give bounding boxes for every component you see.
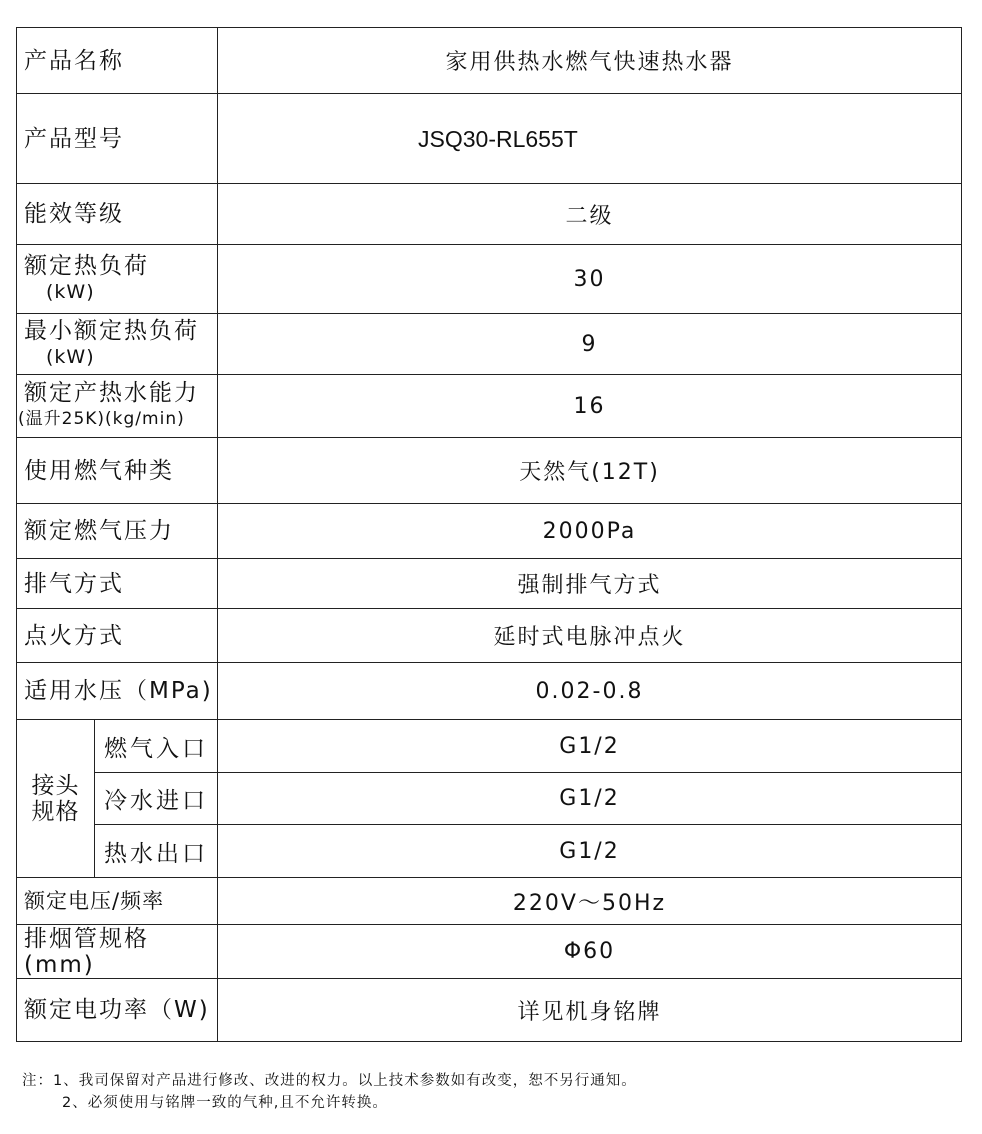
connector-group-label — [17, 720, 95, 878]
row-value: 16 — [218, 375, 962, 438]
row-label: 额定燃气压力 — [17, 504, 218, 559]
row-label: 额定产热水能力 — [24, 380, 199, 406]
connector-value: G1/2 — [218, 773, 962, 825]
table-row — [17, 438, 962, 504]
row-label: 使用燃气种类 — [17, 438, 218, 504]
connector-group-line2: 规格 — [31, 798, 80, 825]
table-row — [17, 925, 962, 979]
row-label: 最小额定热负荷 — [24, 318, 199, 344]
connector-label: 热水出口 — [95, 825, 218, 878]
row-label: 额定热负荷 — [24, 253, 149, 279]
table-row — [17, 773, 962, 825]
row-label: 点火方式 — [17, 609, 218, 663]
row-unit: (kW) — [46, 281, 95, 303]
table-row — [17, 720, 962, 773]
row-value: 家用供热水燃气快速热水器 — [218, 28, 962, 94]
connector-label: 燃气入口 — [95, 720, 218, 773]
row-label-cell — [17, 314, 218, 375]
connector-label: 冷水进口 — [95, 773, 218, 825]
connector-group-line1: 接头 — [31, 772, 80, 799]
table-row — [17, 609, 962, 663]
row-label: 适用水压（MPa) — [17, 663, 218, 720]
row-label-cell — [17, 375, 218, 438]
table-row — [17, 825, 962, 878]
table-row — [17, 504, 962, 559]
row-unit: (温升25K)(kg/min) — [18, 409, 185, 429]
footnotes — [22, 1070, 637, 1114]
row-label: 额定电功率（W) — [17, 979, 218, 1042]
row-value: 0.02-0.8 — [218, 663, 962, 720]
spec-table — [16, 27, 962, 1042]
row-value: 220V～50Hz — [218, 878, 962, 925]
table-row — [17, 375, 962, 438]
row-label-cell — [17, 245, 218, 314]
row-label: 能效等级 — [17, 184, 218, 245]
row-value: 强制排气方式 — [218, 559, 962, 609]
footnote-2: 2、必须使用与铭牌一致的气种,且不允许转换。 — [62, 1095, 388, 1111]
row-label: 排烟管规格(mm) — [17, 925, 218, 979]
table-row — [17, 245, 962, 314]
table-row — [17, 559, 962, 609]
footnote-1: 注：1、我司保留对产品进行修改、改进的权力。以上技术参数如有改变，恕不另行通知。 — [22, 1073, 637, 1089]
table-row — [17, 28, 962, 94]
table-row — [17, 979, 962, 1042]
row-value: 2000Pa — [218, 504, 962, 559]
row-value: JSQ30-RL655T — [218, 94, 962, 184]
connector-value: G1/2 — [218, 825, 962, 878]
row-value: 天然气(12T) — [218, 438, 962, 504]
row-value: 延时式电脉冲点火 — [218, 609, 962, 663]
row-label: 排气方式 — [17, 559, 218, 609]
table-row — [17, 94, 962, 184]
row-value: 30 — [218, 245, 962, 314]
row-label: 产品名称 — [17, 28, 218, 94]
row-value: 二级 — [218, 184, 962, 245]
table-row — [17, 314, 962, 375]
table-row — [17, 878, 962, 925]
row-value: Φ60 — [218, 925, 962, 979]
table-row — [17, 184, 962, 245]
row-unit: (kW) — [46, 346, 95, 368]
connector-value: G1/2 — [218, 720, 962, 773]
row-value: 9 — [218, 314, 962, 375]
row-value: 详见机身铭牌 — [218, 979, 962, 1042]
table-row — [17, 663, 962, 720]
row-label: 产品型号 — [17, 94, 218, 184]
row-label: 额定电压/频率 — [17, 878, 218, 925]
